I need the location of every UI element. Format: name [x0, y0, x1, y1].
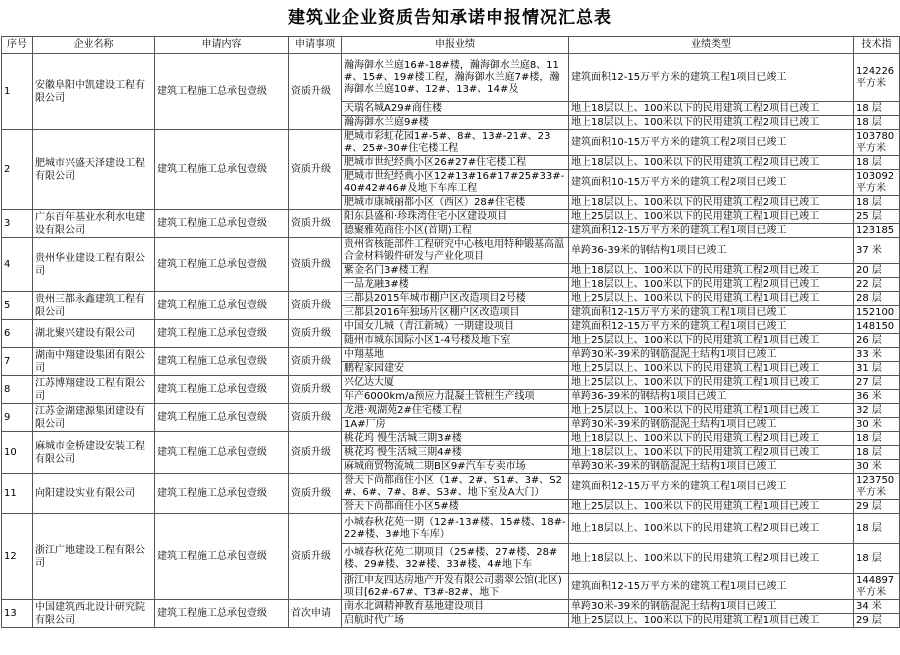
- cell-performance: 随州市城东国际小区1-4号楼及地下室: [342, 334, 569, 348]
- table-row: [2, 348, 900, 362]
- cell-performance-type: 地上25层以上、100米以下的民用建筑工程1项目已竣工: [569, 376, 854, 390]
- cell-performance-type: 地上18层以上、100米以下的民用建筑工程2项目已竣工: [569, 278, 854, 292]
- cell-application-item: 资质升级: [289, 432, 342, 474]
- cell-performance-type: 地上18层以上、100米以下的民用建筑工程2项目已竣工: [569, 116, 854, 130]
- cell-performance-type: 单跨36-39米的钢结构1项目已竣工: [569, 390, 854, 404]
- cell-performance: 肥城市彩虹花园1#-5#、8#、13#-21#、23#、25#-30#住宅楼工程: [342, 130, 569, 156]
- cell-application-item: 资质升级: [289, 238, 342, 292]
- cell-tech-index: 28 层: [854, 292, 900, 306]
- cell-serial-no: 12: [2, 514, 33, 600]
- cell-tech-index: 29 层: [854, 614, 900, 628]
- cell-performance-type: 地上25层以上、100米以下的民用建筑工程1项目已竣工: [569, 404, 854, 418]
- table-row: [2, 600, 900, 614]
- cell-tech-index: 30 米: [854, 460, 900, 474]
- cell-performance-type: 地上25层以上、100米以下的民用建筑工程1项目已竣工: [569, 292, 854, 306]
- cell-performance: 南水北调精神教育基地建设项目: [342, 600, 569, 614]
- cell-performance: 誉天下尚都商住小区5#楼: [342, 500, 569, 514]
- cell-tech-index: 124226平方米: [854, 54, 900, 102]
- table-row: [2, 376, 900, 390]
- table-row: [2, 54, 900, 102]
- cell-tech-index: 32 层: [854, 404, 900, 418]
- cell-tech-index: 152100: [854, 306, 900, 320]
- cell-performance-type: 单跨30米-39米的钢筋混泥土结构1项目已竣工: [569, 418, 854, 432]
- cell-performance: 鹏程家园建安: [342, 362, 569, 376]
- cell-performance-type: 地上18层以上、100米以下的民用建筑工程2项目已竣工: [569, 102, 854, 116]
- cell-performance: 兴亿达大厦: [342, 376, 569, 390]
- cell-tech-index: 34 米: [854, 600, 900, 614]
- cell-serial-no: 6: [2, 320, 33, 348]
- cell-application-content: 建筑工程施工总承包壹级: [155, 514, 289, 600]
- cell-application-content: 建筑工程施工总承包壹级: [155, 404, 289, 432]
- table-row: [2, 320, 900, 334]
- cell-company-name: 贵州华业建设工程有限公司: [33, 238, 155, 292]
- header-performance-type: 业绩类型: [569, 37, 854, 54]
- cell-performance: 年产6000km/a预应力混凝土管桩生产线项: [342, 390, 569, 404]
- cell-performance: 三都县2015年城市棚户区改造项目2号楼: [342, 292, 569, 306]
- cell-application-content: 建筑工程施工总承包壹级: [155, 238, 289, 292]
- table-row: [2, 514, 900, 544]
- table-row: [2, 432, 900, 446]
- cell-performance: 1A#厂房: [342, 418, 569, 432]
- cell-performance: 小城春秋花苑二期项目（25#楼、27#楼、28#楼、29#楼、32#楼、33#楼、4#地下车: [342, 544, 569, 574]
- cell-performance-type: 建筑面积10-15万平方米的建筑工程2项目已竣工: [569, 170, 854, 196]
- cell-performance-type: 地上18层以上、100米以下的民用建筑工程2项目已竣工: [569, 514, 854, 544]
- cell-tech-index: 18 层: [854, 102, 900, 116]
- cell-performance: 启航时代广场: [342, 614, 569, 628]
- cell-serial-no: 1: [2, 54, 33, 130]
- cell-application-content: 建筑工程施工总承包壹级: [155, 210, 289, 238]
- cell-performance-type: 单跨36-39米的钢结构1项目已竣工: [569, 238, 854, 264]
- cell-performance: 麻城商贸物流城二期B区9#汽车专卖市场: [342, 460, 569, 474]
- cell-serial-no: 9: [2, 404, 33, 432]
- cell-performance-type: 地上18层以上、100米以下的民用建筑工程2项目已竣工: [569, 544, 854, 574]
- cell-performance: 一品龙融3#楼: [342, 278, 569, 292]
- cell-tech-index: 18 层: [854, 116, 900, 130]
- cell-performance-type: 地上25层以上、100米以下的民用建筑工程1项目已竣工: [569, 614, 854, 628]
- cell-serial-no: 10: [2, 432, 33, 474]
- cell-performance-type: 建筑面积12-15万平方米的建筑工程1项目已竣工: [569, 224, 854, 238]
- cell-performance-type: 地上25层以上、100米以下的民用建筑工程1项目已竣工: [569, 334, 854, 348]
- summary-table: [1, 36, 900, 628]
- cell-application-item: 资质升级: [289, 292, 342, 320]
- cell-serial-no: 7: [2, 348, 33, 376]
- cell-performance-type: 建筑面积12-15万平方米的建筑工程1项目已竣工: [569, 54, 854, 102]
- cell-application-item: 资质升级: [289, 514, 342, 600]
- header-no: 序号: [2, 37, 33, 54]
- cell-company-name: 向阳建设实业有限公司: [33, 474, 155, 514]
- cell-application-content: 建筑工程施工总承包壹级: [155, 474, 289, 514]
- cell-performance: 桃花坞 慢生活城三期3#楼: [342, 432, 569, 446]
- table-row: [2, 292, 900, 306]
- cell-company-name: 肥城市兴盛天泽建设工程有限公司: [33, 130, 155, 210]
- cell-application-content: 建筑工程施工总承包壹级: [155, 348, 289, 376]
- cell-performance-type: 地上25层以上、100米以下的民用建筑工程1项目已竣工: [569, 362, 854, 376]
- cell-serial-no: 5: [2, 292, 33, 320]
- cell-application-content: 建筑工程施工总承包壹级: [155, 320, 289, 348]
- cell-company-name: 江苏金湖建源集团建设有限公司: [33, 404, 155, 432]
- cell-performance: 肥城市世纪经典小区26#27#住宅楼工程: [342, 156, 569, 170]
- cell-performance-type: 地上25层以上、100米以下的民用建筑工程1项目已竣工: [569, 210, 854, 224]
- cell-application-item: 资质升级: [289, 376, 342, 404]
- cell-performance: 德聚雅苑商住小区(首期)工程: [342, 224, 569, 238]
- table-row: [2, 474, 900, 500]
- page-title: 建筑业企业资质告知承诺申报情况汇总表: [288, 8, 612, 28]
- cell-performance-type: 建筑面积12-15万平方米的建筑工程1项目已竣工: [569, 574, 854, 600]
- cell-tech-index: 18 层: [854, 156, 900, 170]
- cell-company-name: 麻城市金桥建设安装工程有限公司: [33, 432, 155, 474]
- cell-tech-index: 29 层: [854, 500, 900, 514]
- cell-tech-index: 27 层: [854, 376, 900, 390]
- cell-application-item: 资质升级: [289, 474, 342, 514]
- cell-tech-index: 33 米: [854, 348, 900, 362]
- cell-company-name: 湖北聚兴建设有限公司: [33, 320, 155, 348]
- cell-serial-no: 11: [2, 474, 33, 514]
- cell-performance-type: 地上18层以上、100米以下的民用建筑工程2项目已竣工: [569, 432, 854, 446]
- header-item: 申请事项: [289, 37, 342, 54]
- cell-performance-type: 地上18层以上、100米以下的民用建筑工程2项目已竣工: [569, 446, 854, 460]
- cell-company-name: 浙江广地建设工程有限公司: [33, 514, 155, 600]
- cell-performance-type: 地上25层以上、100米以下的民用建筑工程1项目已竣工: [569, 500, 854, 514]
- cell-performance-type: 建筑面积12-15万平方米的建筑工程1项目已竣工: [569, 320, 854, 334]
- cell-performance: 天瑞名城A29#商住楼: [342, 102, 569, 116]
- cell-tech-index: 103780平方米: [854, 130, 900, 156]
- cell-performance: 浙江申友四达房地产开发有限公司翡翠公馆(北区)项目[62#-67#、T3#-82#、地下: [342, 574, 569, 600]
- cell-company-name: 湖南中翔建设集团有限公司: [33, 348, 155, 376]
- cell-performance: 贵州省核能部件工程研究中心核电用特种锻基高温合金材料锻件研发与产业化项目: [342, 238, 569, 264]
- cell-application-item: 首次申请: [289, 600, 342, 628]
- cell-performance: 阳东县盛和·珍珠湾住宅小区建设项目: [342, 210, 569, 224]
- cell-performance-type: 地上18层以上、100米以下的民用建筑工程2项目已竣工: [569, 196, 854, 210]
- table-row: [2, 210, 900, 224]
- cell-tech-index: 103092平方米: [854, 170, 900, 196]
- cell-performance: 瀚海御水兰庭9#楼: [342, 116, 569, 130]
- cell-tech-index: 18 层: [854, 432, 900, 446]
- table-row: [2, 130, 900, 156]
- cell-performance: 中国女儿城（青江新城）一期建设项目: [342, 320, 569, 334]
- table-row: [2, 238, 900, 264]
- cell-tech-index: 31 层: [854, 362, 900, 376]
- cell-performance: 肥城市康城丽都小区（西区）28#住宅楼: [342, 196, 569, 210]
- header-tech-index: 技术指: [854, 37, 900, 54]
- cell-performance: 三都县2016年独场片区棚户区改造项目: [342, 306, 569, 320]
- cell-tech-index: 18 层: [854, 446, 900, 460]
- cell-performance: 紫金名门3#楼工程: [342, 264, 569, 278]
- cell-tech-index: 25 层: [854, 210, 900, 224]
- cell-tech-index: 22 层: [854, 278, 900, 292]
- cell-performance-type: 地上18层以上、100米以下的民用建筑工程2项目已竣工: [569, 264, 854, 278]
- cell-company-name: 江苏博翔建设工程有限公司: [33, 376, 155, 404]
- cell-tech-index: 18 层: [854, 544, 900, 574]
- cell-company-name: 安徽阜阳中凯建设工程有限公司: [33, 54, 155, 130]
- cell-application-item: 资质升级: [289, 348, 342, 376]
- cell-tech-index: 18 层: [854, 514, 900, 544]
- cell-application-content: 建筑工程施工总承包壹级: [155, 130, 289, 210]
- cell-performance: 桃花坞 慢生活城三期4#楼: [342, 446, 569, 460]
- cell-tech-index: 148150: [854, 320, 900, 334]
- cell-performance: 瀚海御水兰庭16#-18#楼，瀚海御水兰庭8、11#、15#、19#楼工程，瀚海御水兰庭7#楼，瀚海御水兰庭10#、12#、13#、14#及: [342, 54, 569, 102]
- cell-application-content: 建筑工程施工总承包壹级: [155, 292, 289, 320]
- cell-application-item: 资质升级: [289, 130, 342, 210]
- cell-company-name: 广东百年基业水利水电建设有限公司: [33, 210, 155, 238]
- table-row: [2, 404, 900, 418]
- cell-performance-type: 地上18层以上、100米以下的民用建筑工程2项目已竣工: [569, 156, 854, 170]
- header-performance: 申报业绩: [342, 37, 569, 54]
- cell-tech-index: 30 米: [854, 418, 900, 432]
- cell-tech-index: 18 层: [854, 196, 900, 210]
- cell-serial-no: 2: [2, 130, 33, 210]
- cell-application-item: 资质升级: [289, 320, 342, 348]
- cell-performance-type: 单跨30米-39米的钢筋混泥土结构1项目已竣工: [569, 460, 854, 474]
- header-content: 申请内容: [155, 37, 289, 54]
- cell-performance: 誉天下尚都商住小区（1#、2#、S1#、3#、S2#、6#、7#、8#、S3#、地下室及A大门）: [342, 474, 569, 500]
- table-header-row: [2, 37, 900, 54]
- cell-serial-no: 13: [2, 600, 33, 628]
- header-company: 企业名称: [33, 37, 155, 54]
- table-body: [2, 54, 900, 628]
- cell-performance-type: 建筑面积12-15万平方米的建筑工程1项目已竣工: [569, 474, 854, 500]
- cell-serial-no: 3: [2, 210, 33, 238]
- cell-tech-index: 37 米: [854, 238, 900, 264]
- cell-tech-index: 123750平方米: [854, 474, 900, 500]
- cell-application-content: 建筑工程施工总承包壹级: [155, 54, 289, 130]
- cell-company-name: 贵州三都永鑫建筑工程有限公司: [33, 292, 155, 320]
- cell-tech-index: 26 层: [854, 334, 900, 348]
- cell-performance: 肥城市世纪经典小区12#13#16#17#25#33#-40#42#46#及地下车库工程: [342, 170, 569, 196]
- cell-application-content: 建筑工程施工总承包壹级: [155, 376, 289, 404]
- cell-performance: 小城春秋花苑一期（12#-13#楼、15#楼、18#-22#楼、3#地下车库）: [342, 514, 569, 544]
- cell-application-item: 资质升级: [289, 210, 342, 238]
- cell-application-item: 资质升级: [289, 404, 342, 432]
- cell-tech-index: 20 层: [854, 264, 900, 278]
- cell-tech-index: 123185: [854, 224, 900, 238]
- cell-company-name: 中国建筑西北设计研究院有限公司: [33, 600, 155, 628]
- cell-application-item: 资质升级: [289, 54, 342, 130]
- cell-performance: 中翔基地: [342, 348, 569, 362]
- cell-performance-type: 单跨30米-39米的钢筋混泥土结构1项目已竣工: [569, 600, 854, 614]
- cell-performance-type: 建筑面积10-15万平方米的建筑工程2项目已竣工: [569, 130, 854, 156]
- cell-performance-type: 建筑面积12-15万平方米的建筑工程1项目已竣工: [569, 306, 854, 320]
- cell-application-content: 建筑工程施工总承包壹级: [155, 432, 289, 474]
- cell-performance: 龙港·观湖苑2#住宅楼工程: [342, 404, 569, 418]
- cell-serial-no: 8: [2, 376, 33, 404]
- cell-application-content: 建筑工程施工总承包壹级: [155, 600, 289, 628]
- cell-performance-type: 单跨30米-39米的钢筋混泥土结构1项目已竣工: [569, 348, 854, 362]
- cell-tech-index: 144897平方米: [854, 574, 900, 600]
- cell-serial-no: 4: [2, 238, 33, 292]
- cell-tech-index: 36 米: [854, 390, 900, 404]
